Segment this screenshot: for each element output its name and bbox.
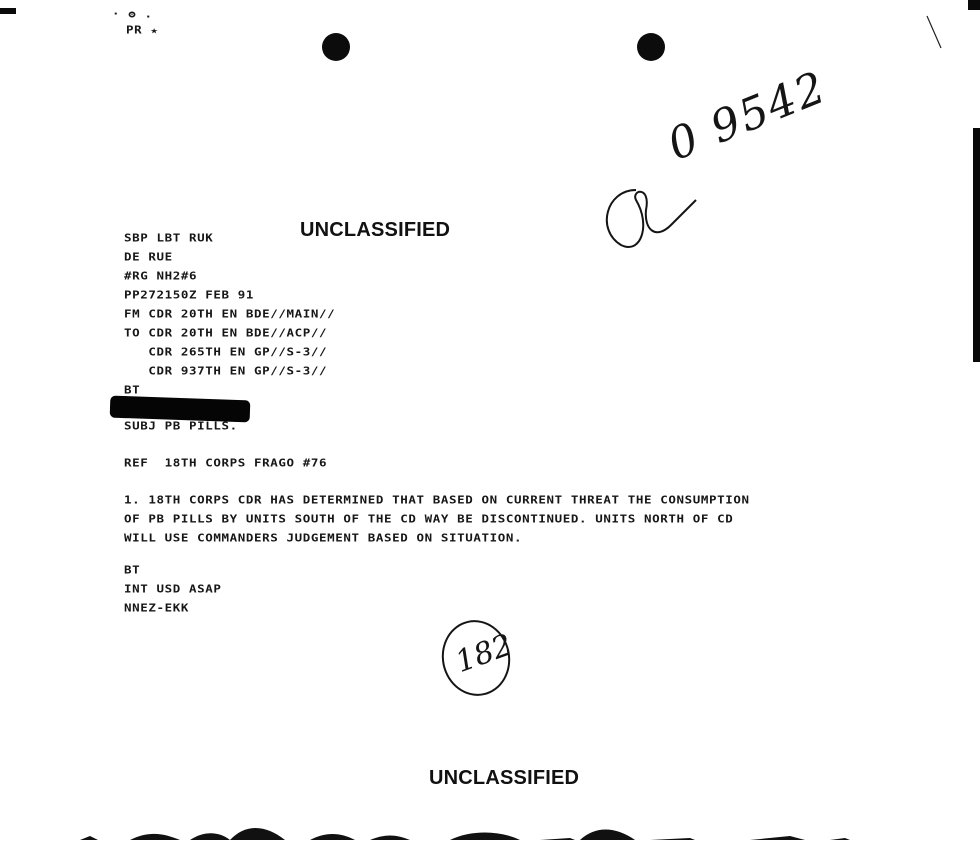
circled-page-number — [435, 614, 517, 702]
header-dot: · ʘ . — [112, 7, 153, 20]
handwritten-reference-number: 0 9542 — [660, 61, 834, 171]
body-line: WILL USE COMMANDERS JUDGEMENT BASED ON SITUATION. — [124, 531, 523, 544]
subject-line: SUBJ PB PILLS. — [124, 419, 238, 432]
to-line: TO CDR 20TH EN BDE//ACP// — [124, 326, 328, 339]
handwritten-initials — [596, 170, 706, 260]
body-line: 1. 18TH CORPS CDR HAS DETERMINED THAT BASED ON CURRENT THREAT THE CONSUMPTION — [124, 493, 750, 506]
page-number-text: 182 — [451, 627, 517, 680]
scan-smudge-bottom — [70, 822, 890, 850]
punch-hole-left — [322, 33, 350, 61]
classification-top: UNCLASSIFIED — [300, 219, 451, 241]
handling-line: INT USD ASAP — [124, 582, 222, 595]
routing-line: SBP LBT RUK — [124, 231, 214, 244]
reference-line: REF 18TH CORPS FRAGO #76 — [124, 456, 328, 469]
from-line: FM CDR 20TH EN BDE//MAIN// — [124, 307, 336, 320]
routing-line: DE RUE — [124, 250, 173, 263]
body-line: OF PB PILLS BY UNITS SOUTH OF THE CD WAY BE DISCONTINUED. UNITS NORTH OF CD — [124, 512, 734, 525]
to-line: CDR 265TH EN GP//S-3// — [124, 345, 328, 358]
date-time-group: PP272150Z FEB 91 — [124, 288, 255, 301]
classification-bottom: UNCLASSIFIED — [429, 767, 580, 789]
routing-line: #RG NH2#6 — [124, 269, 198, 282]
scan-stroke — [925, 14, 945, 50]
scan-mark-top-left — [0, 8, 16, 14]
break-marker: BT — [124, 563, 141, 576]
punch-hole-right — [637, 33, 665, 61]
end-of-message: NNEZ-EKK — [124, 601, 190, 614]
priority-mark: PR ★ — [126, 23, 159, 36]
to-line: CDR 937TH EN GP//S-3// — [124, 364, 328, 377]
scan-edge-right — [973, 128, 980, 362]
scan-mark-top-right — [968, 0, 980, 10]
break-marker: BT — [124, 383, 141, 396]
